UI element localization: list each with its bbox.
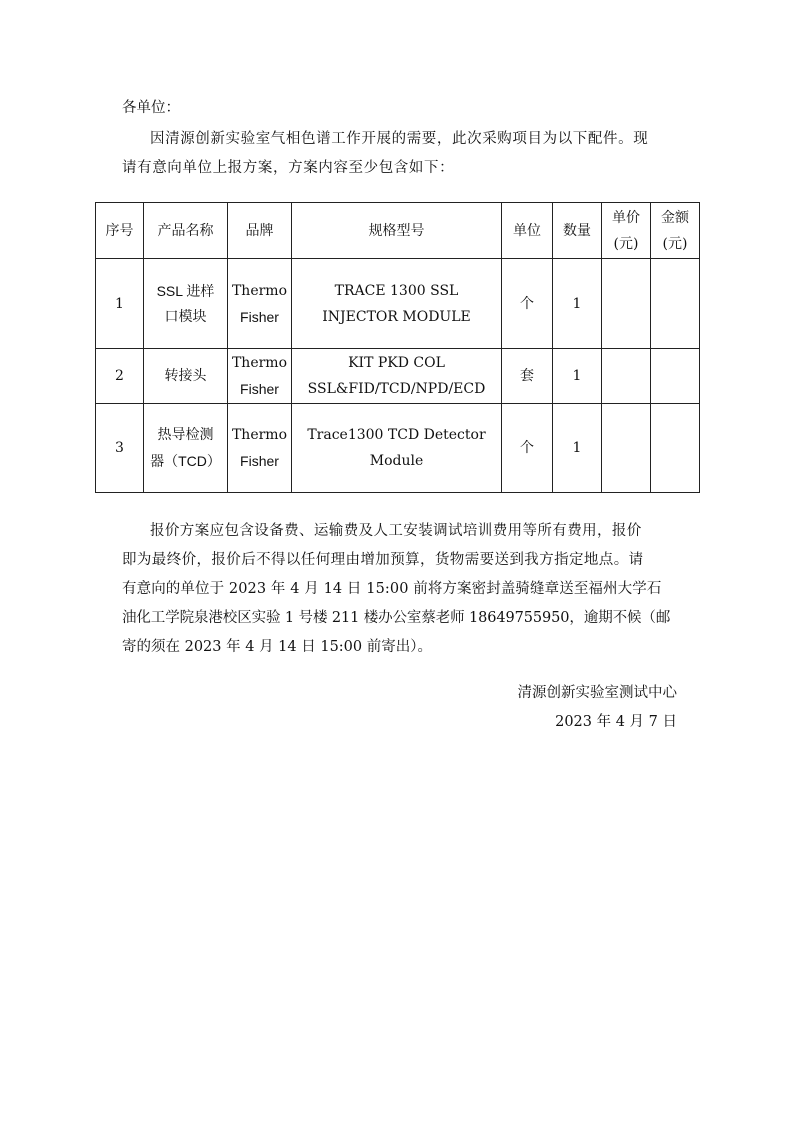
notice-line-5: 寄的须在 2023 年 4 月 14 日 15:00 前寄出）。 bbox=[122, 639, 432, 655]
cell-no: 1 bbox=[96, 259, 144, 349]
cell-brand bbox=[228, 349, 292, 404]
brand-line-2: Fisher bbox=[240, 381, 279, 397]
header-unit-price bbox=[602, 203, 651, 259]
cell-product-name bbox=[144, 404, 228, 493]
cell-amount bbox=[651, 349, 700, 404]
header-product-name: 产品名称 bbox=[144, 203, 228, 259]
cell-brand bbox=[228, 259, 292, 349]
cell-product-name bbox=[144, 259, 228, 349]
brand-line-2: Fisher bbox=[240, 308, 279, 325]
header-brand: 品牌 bbox=[228, 203, 292, 259]
brand-line-1: Thermo bbox=[231, 355, 288, 371]
cell-quantity: 1 bbox=[553, 259, 602, 349]
salutation: 各单位： bbox=[122, 100, 180, 116]
model-line-2: INJECTOR MODULE bbox=[322, 308, 471, 325]
header-quantity: 数量 bbox=[553, 203, 602, 259]
brand-line-2: Fisher bbox=[240, 453, 279, 469]
notice-line-3: 有意向的单位于 2023 年 4 月 14 日 15:00 前将方案密封盖骑缝章送至福州大学石 bbox=[122, 581, 662, 597]
intro-line-1: 因清源创新实验室气相色谱工作开展的需要，此次采购项目为以下配件。现 bbox=[150, 131, 649, 147]
header-amount-label: 金额 bbox=[661, 209, 689, 226]
cell-model bbox=[292, 349, 502, 404]
header-unit-price-label: 单价 bbox=[612, 209, 640, 226]
intro-line-2: 请有意向单位上报方案，方案内容至少包含如下： bbox=[122, 160, 455, 176]
table-row bbox=[96, 259, 700, 349]
product-name-line-2: 器（TCD） bbox=[150, 453, 221, 469]
table-row bbox=[96, 404, 700, 493]
product-name-line-1: 热导检测 bbox=[157, 427, 214, 443]
cell-quantity: 1 bbox=[553, 404, 602, 493]
model-line-1: TRACE 1300 SSL bbox=[334, 282, 459, 299]
cell-no: 3 bbox=[96, 404, 144, 493]
signature-organization: 清源创新实验室测试中心 bbox=[517, 685, 677, 701]
cell-no: 2 bbox=[96, 349, 144, 404]
header-unit: 单位 bbox=[502, 203, 553, 259]
product-name-line-2: 口模块 bbox=[164, 308, 207, 325]
signature-date: 2023 年 4 月 7 日 bbox=[555, 714, 677, 730]
cell-unit-price bbox=[602, 404, 651, 493]
brand-line-1: Thermo bbox=[231, 282, 288, 299]
header-amount-currency: (元) bbox=[662, 235, 688, 252]
header-model: 规格型号 bbox=[292, 203, 502, 259]
header-no: 序号 bbox=[96, 203, 144, 259]
cell-model bbox=[292, 259, 502, 349]
cell-amount bbox=[651, 259, 700, 349]
cell-quantity: 1 bbox=[553, 349, 602, 404]
notice-line-1: 报价方案应包含设备费、运输费及人工安装调试培训费用等所有费用，报价 bbox=[150, 523, 642, 539]
notice-line-2: 即为最终价，报价后不得以任何理由增加预算，货物需要送到我方指定地点。请 bbox=[122, 552, 644, 568]
cell-brand bbox=[228, 404, 292, 493]
cell-unit: 个 bbox=[502, 259, 553, 349]
brand-line-1: Thermo bbox=[231, 427, 288, 443]
product-name-line-1: SSL 进样 bbox=[156, 282, 215, 299]
cell-model bbox=[292, 404, 502, 493]
model-line-2: SSL&FID/TCD/NPD/ECD bbox=[307, 381, 486, 397]
model-line-2: Module bbox=[369, 453, 424, 469]
header-amount bbox=[651, 203, 700, 259]
procurement-table bbox=[95, 202, 700, 493]
cell-product-name: 转接头 bbox=[144, 349, 228, 404]
cell-unit: 套 bbox=[502, 349, 553, 404]
cell-unit: 个 bbox=[502, 404, 553, 493]
cell-unit-price bbox=[602, 349, 651, 404]
cell-unit-price bbox=[602, 259, 651, 349]
table-header-row bbox=[96, 203, 700, 259]
table-row bbox=[96, 349, 700, 404]
notice-line-4: 油化工学院泉港校区实验 1 号楼 211 楼办公室蔡老师 18649755950，逾期不候（邮 bbox=[122, 610, 671, 626]
model-line-1: KIT PKD COL bbox=[348, 355, 445, 371]
cell-amount bbox=[651, 404, 700, 493]
header-unit-price-currency: (元) bbox=[613, 235, 639, 252]
model-line-1: Trace1300 TCD Detector bbox=[307, 427, 486, 443]
